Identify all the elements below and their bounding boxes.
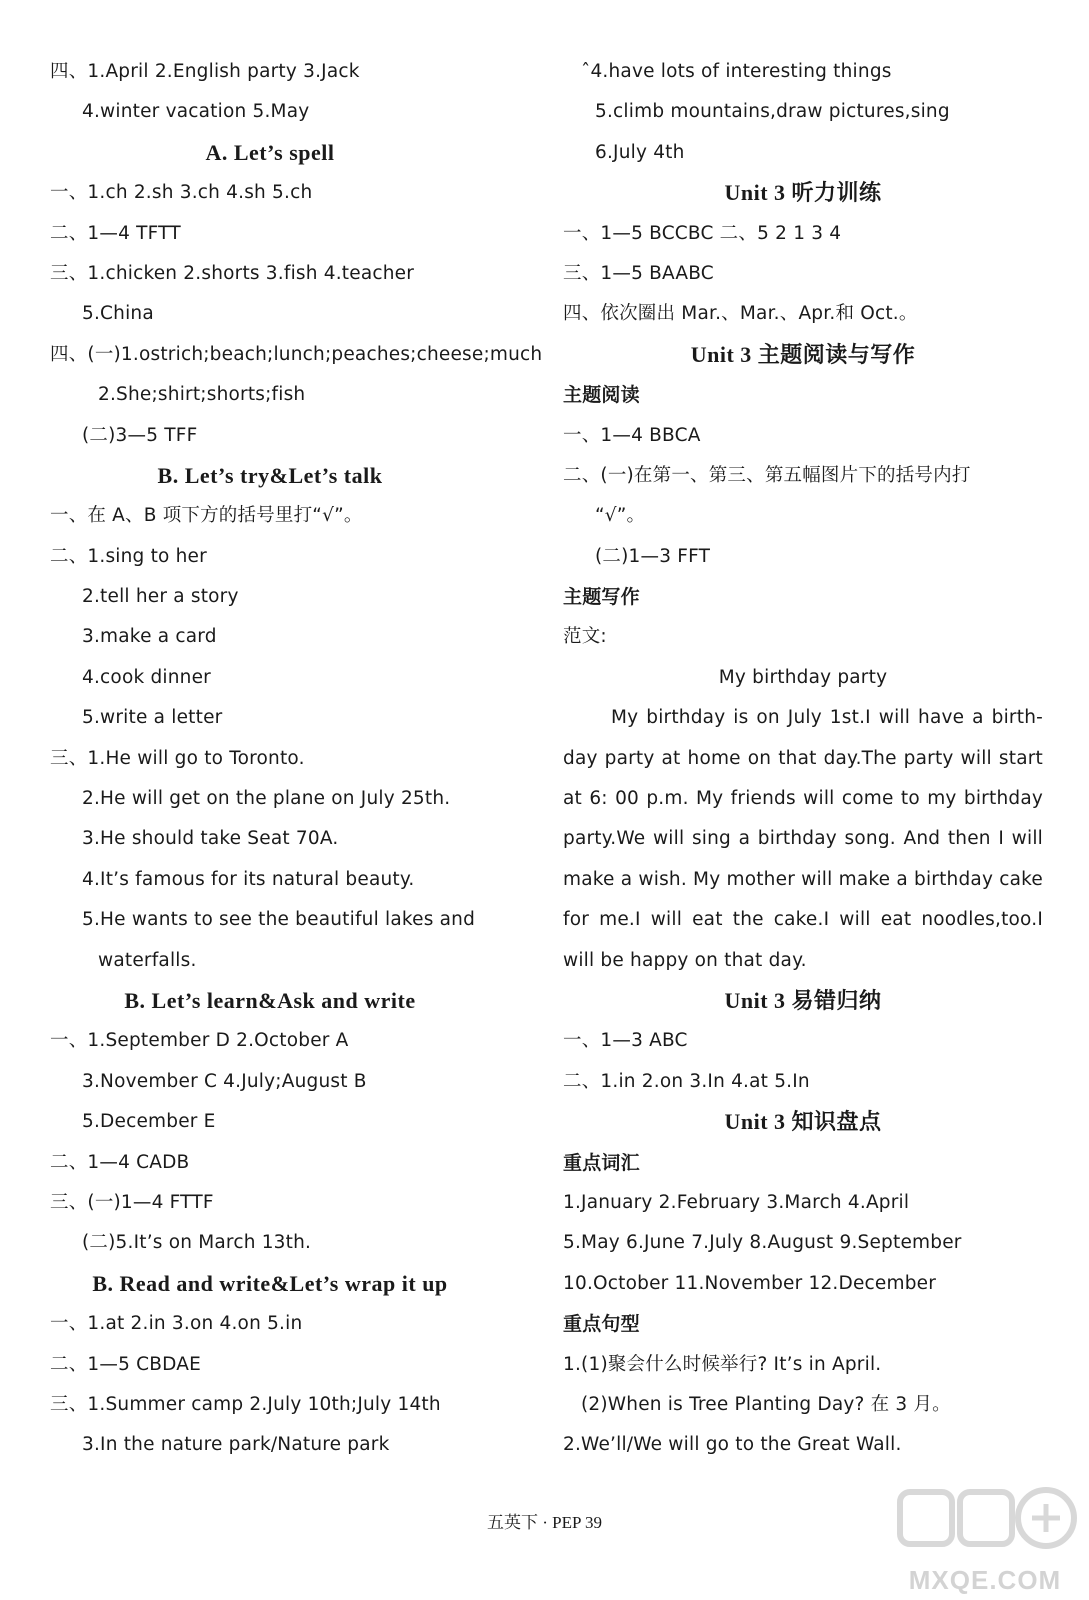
answer-line: 二、(一)在第一、第三、第五幅图片下的括号内打 — [563, 464, 971, 486]
answer-line: 一、1.at 2.in 3.on 4.on 5.in — [50, 1313, 303, 1335]
answer-line: 3.In the nature park/Nature park — [82, 1434, 390, 1456]
answer-line: My birthday party — [718, 666, 888, 688]
answer-line: 一、1.ch 2.sh 3.ch 4.sh 5.ch — [50, 182, 313, 204]
answer-line: 5.He wants to see the beautiful lakes and — [82, 909, 476, 931]
answer-line: 一、1—5 BCCBC 二、5 2 1 3 4 — [563, 222, 842, 244]
answer-line: 4.It’s famous for its natural beauty. — [82, 868, 415, 890]
answer-line: 三、(一)1—4 FTTF — [50, 1191, 214, 1213]
answer-line: My birthday is on July 1st.I will have a birth- — [611, 707, 1043, 729]
answer-line: 6.July 4th — [595, 141, 685, 163]
section-heading: B. Let’s try&Let’s talk — [157, 462, 383, 488]
answer-line: for me.I will eat the cake.I will eat noodles,too.I — [563, 909, 1043, 931]
answer-line: 10.October 11.November 12.December — [563, 1272, 937, 1294]
answer-line: 3.He should take Seat 70A. — [82, 828, 339, 850]
watermark-seal-icon — [890, 1478, 1080, 1568]
answer-line: 3.November C 4.July;August B — [82, 1070, 367, 1092]
answer-line: 三、1.chicken 2.shorts 3.fish 4.teacher — [50, 262, 415, 284]
answer-line: 5.climb mountains,draw pictures,sing — [595, 101, 950, 123]
answer-line: 5.China — [82, 303, 154, 325]
answer-line: 一、1.September D 2.October A — [50, 1030, 349, 1052]
subsection-heading: 主题写作 — [563, 586, 640, 609]
answer-line: 5.write a letter — [82, 707, 223, 729]
answer-line: make a wish. My mother will make a birthday cake — [563, 868, 1043, 890]
answer-line: party.We will sing a birthday song. And then I will — [563, 828, 1043, 850]
answer-line: “√”。 — [595, 505, 646, 527]
watermark-logo — [890, 1478, 1080, 1598]
answer-line: 4.winter vacation 5.May — [82, 101, 310, 123]
subsection-heading: 重点词汇 — [563, 1151, 640, 1174]
section-heading: Unit 3 易错归纳 — [724, 987, 882, 1013]
answer-line: 二、1.sing to her — [50, 545, 207, 567]
page-footer: 五英下 · PEP 39 — [486, 1513, 603, 1532]
section-heading: Unit 3 听力训练 — [724, 180, 882, 206]
answer-line: 四、依次圈出 Mar.、Mar.、Apr.和 Oct.。 — [563, 303, 918, 325]
answer-line: 3.make a card — [82, 626, 217, 648]
answer-line: (二)5.It’s on March 13th. — [82, 1232, 312, 1254]
answer-line: 一、1—3 ABC — [563, 1030, 688, 1052]
answer-line: 二、1—5 CBDAE — [50, 1353, 201, 1375]
answer-line: 1.(1)聚会什么时候举行? It’s in April. — [563, 1353, 882, 1375]
subsection-heading: 主题阅读 — [563, 384, 640, 407]
answer-line: 范文: — [563, 626, 607, 648]
section-heading: A. Let’s spell — [205, 139, 335, 165]
section-heading: B. Let’s learn&Ask and write — [124, 987, 416, 1013]
answer-line: will be happy on that day. — [563, 949, 807, 971]
section-heading: Unit 3 主题阅读与写作 — [690, 341, 916, 367]
section-heading: B. Read and write&Let’s wrap it up — [92, 1270, 448, 1296]
answer-line: 四、1.April 2.English party 3.Jack — [50, 61, 360, 82]
answer-line: 1.January 2.February 3.March 4.April — [563, 1191, 910, 1213]
section-heading: Unit 3 知识盘点 — [724, 1109, 882, 1135]
answer-line: 4.cook dinner — [82, 666, 211, 688]
answer-line: 2.We’ll/We will go to the Great Wall. — [563, 1434, 902, 1456]
answer-line: 二、1—4 CADB — [50, 1151, 190, 1173]
answer-line: 2.He will get on the plane on July 25th. — [82, 788, 451, 810]
answer-line: 四、(一)1.ostrich;beach;lunch;peaches;cheese;much — [50, 343, 543, 365]
answer-line: ˆ4.have lots of interesting things — [581, 61, 892, 82]
subsection-heading: 重点句型 — [563, 1313, 640, 1336]
answer-line: at 6: 00 p.m. My friends will come to my birthday — [563, 788, 1043, 810]
answer-line: (二)1—3 FFT — [595, 545, 711, 567]
answer-line: 5.December E — [82, 1111, 216, 1133]
watermark-text: MXQE.COM — [908, 1565, 1062, 1595]
answer-line: 一、在 A、B 项下方的括号里打“√”。 — [50, 505, 363, 527]
answer-line: waterfalls. — [98, 949, 197, 971]
answer-line: 三、1—5 BAABC — [563, 262, 714, 284]
answer-line: 2.tell her a story — [82, 586, 239, 608]
answer-line: day party at home on that day.The party will start — [563, 747, 1043, 769]
answer-line: 一、1—4 BBCA — [563, 424, 701, 446]
answer-line: 2.She;shirt;shorts;fish — [98, 384, 306, 406]
answer-line: 二、1.in 2.on 3.In 4.at 5.In — [563, 1070, 810, 1092]
answer-line: (二)3—5 TFF — [82, 424, 198, 446]
left-column — [50, 52, 543, 1466]
answer-line: 二、1—4 TFTT — [50, 222, 181, 244]
right-column — [563, 52, 1043, 1466]
answer-line: 5.May 6.June 7.July 8.August 9.September — [563, 1232, 962, 1254]
answer-line: (2)When is Tree Planting Day? 在 3 月。 — [581, 1393, 951, 1415]
answer-line: 三、1.Summer camp 2.July 10th;July 14th — [50, 1393, 441, 1415]
answer-line: 三、1.He will go to Toronto. — [50, 747, 305, 769]
